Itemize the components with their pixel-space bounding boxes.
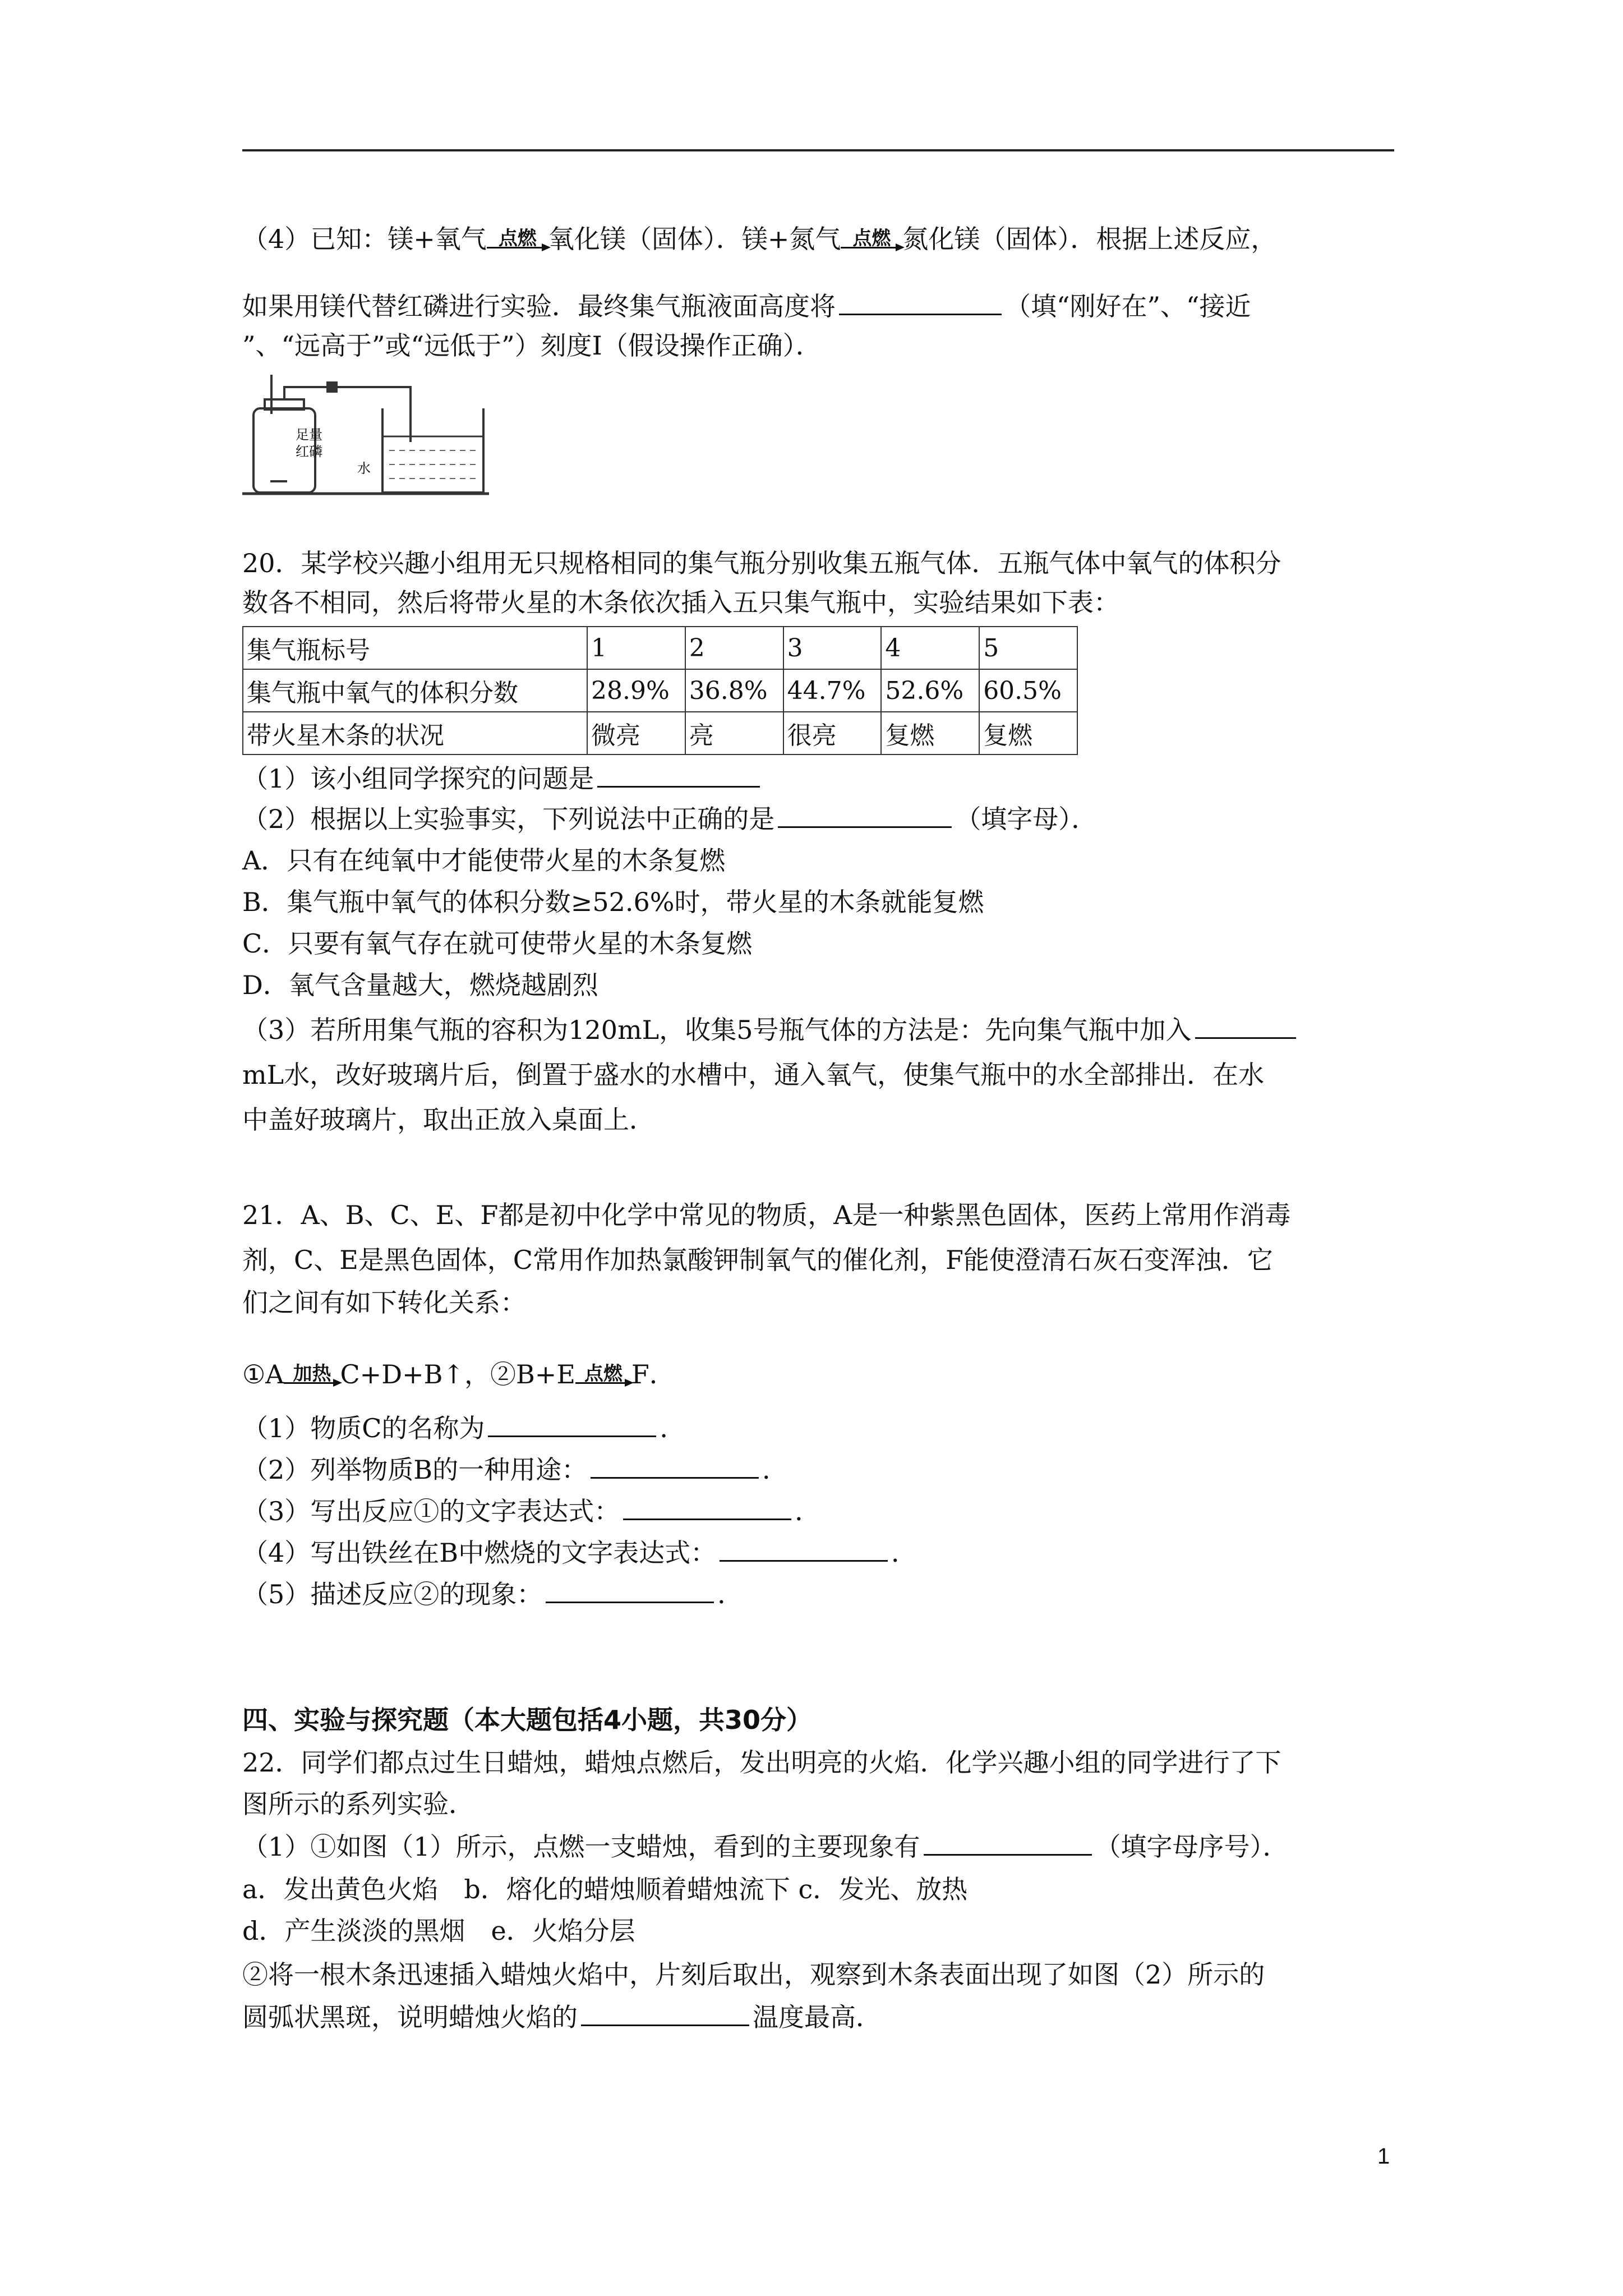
table-cell: 很亮 [783,712,882,754]
results-table [242,626,1078,755]
q21-sub-2: （2）列举物质B的一种用途： ． [242,1455,789,1485]
q22-sub-1: （1）①如图（1）所示，点燃一支蜡烛，看到的主要现象有 （填字母序号）． [242,1832,1289,1862]
q22-sub-2-line-2: 圆弧状黑斑，说明蜡烛火焰的 温度最高． [242,2002,882,2032]
table-cell: 1 [587,627,685,669]
answer-blank[interactable] [597,763,760,788]
reaction-arrow: 加热 [284,1368,340,1388]
q21-sub-5: （5）描述反应②的现象： ． [242,1579,744,1609]
section-heading: 四、实验与探究题（本大题包括4小题，共30分） [242,1705,813,1735]
table-cell: 2 [685,627,783,669]
table-cell: 集气瓶标号 [243,627,587,669]
q22-sub-2-line-1: ②将一根木条迅速插入蜡烛火焰中，片刻后取出，观察到木条表面出现了如图（2）所示的 [242,1959,1265,1990]
q22-options-abc: a．发出黄色火焰 b．熔化的蜡烛顺着蜡烛流下 c．发光、放热 [242,1874,968,1904]
q20-sub-2: （2）根据以上实验事实，下列说法中正确的是 （填字母）． [242,804,1098,834]
table-cell: 5 [979,627,1077,669]
answer-blank[interactable] [778,804,952,828]
answer-blank[interactable] [591,1455,759,1479]
q20-option-c: C．只要有氧气存在就可使带火星的木条复燃 [242,928,753,959]
q21-intro-line-3: 们之间有如下转化关系： [242,1287,526,1318]
q22-intro-line-2: 图所示的系列实验． [242,1789,474,1819]
q22-intro-line-1: 22．同学们都点过生日蜡烛，蜡烛点燃后，发出明亮的火焰．化学兴趣小组的同学进行了下 [242,1747,1281,1778]
table-cell: 28.9% [587,669,685,712]
answer-blank[interactable] [1195,1015,1296,1039]
diagram-label: 红磷 [296,444,322,459]
table-cell: 60.5% [979,669,1077,712]
table-cell: 复燃 [979,712,1077,754]
apparatus-diagram [242,375,489,498]
q20-sub-3-line-1: （3）若所用集气瓶的容积为120mL，收集5号瓶气体的方法是：先向集气瓶中加入 [242,1013,1299,1047]
q19-line-1: （4）已知：镁+氧气 点燃 氧化镁（固体）．镁+氮气 点燃 氮化镁（固体）．根据上述反应， [242,224,1277,254]
table-cell: 52.6% [881,669,979,712]
answer-blank[interactable] [546,1579,714,1603]
reaction-arrow: 点燃 [575,1368,631,1388]
answer-blank[interactable] [924,1832,1092,1856]
table-cell: 微亮 [587,712,685,754]
q20-option-b: B．集气瓶中氧气的体积分数≥52.6%时，带火星的木条就能复燃 [242,887,984,917]
table-cell: 带火星木条的状况 [243,712,587,754]
q22-options-de: d．产生淡淡的黑烟 e．火焰分层 [242,1916,635,1946]
q21-equations: ①A 加热 C+D+B↑，②B+E 点燃 F． [242,1359,675,1389]
reaction-arrow: 点燃 [841,232,902,253]
q20-intro-line-2: 数各不相同，然后将带火星的木条依次插入五只集气瓶中，实验结果如下表： [242,587,1119,618]
table-row [243,669,1077,712]
header-rule [242,149,1394,151]
table-row [243,627,1077,669]
answer-blank[interactable] [839,291,1002,315]
reaction-arrow: 点燃 [487,232,548,253]
q20-intro-line-1: 20．某学校兴趣小组用无只规格相同的集气瓶分别收集五瓶气体．五瓶气体中氧气的体积分 [242,548,1281,578]
table-cell: 44.7% [783,669,882,712]
table-cell: 36.8% [685,669,783,712]
diagram-label: 足量 [296,427,322,443]
q21-sub-3: （3）写出反应①的文字表达式： ． [242,1496,821,1526]
answer-blank[interactable] [720,1538,888,1562]
q21-sub-4: （4）写出铁丝在B中燃烧的文字表达式： ． [242,1538,917,1568]
q21-sub-1: （1）物质C的名称为 ． [242,1413,686,1443]
table-row [243,712,1077,754]
q20-sub-3-line-2: mL水，改好玻璃片后，倒置于盛水的水槽中，通入氧气，使集气瓶中的水全部排出．在水 [242,1060,1265,1090]
q21-intro-line-1: 21．A、B、C、E、F都是初中化学中常见的物质，A是一种紫黑色固体，医药上常用作消毒 [242,1200,1291,1230]
table-cell: 3 [783,627,882,669]
answer-blank[interactable] [623,1496,791,1520]
q20-sub-1: （1）该小组同学探究的问题是 [242,762,763,795]
page-number: 1 [1377,2144,1390,2169]
table-cell: 4 [881,627,979,669]
diagram-label: 水 [357,461,371,476]
table-cell: 复燃 [881,712,979,754]
answer-blank[interactable] [581,2002,749,2026]
q20-sub-3-line-3: 中盖好玻璃片，取出正放入桌面上． [242,1105,655,1135]
q20-option-a: A．只有在纯氧中才能使带火星的木条复燃 [242,845,726,876]
q20-option-d: D．氧气含量越大，燃烧越剧烈 [242,970,598,1000]
q19-line-2: 如果用镁代替红磷进行实验．最终集气瓶液面高度将 （填“刚好在”、“接近 [242,291,1251,321]
table-cell: 亮 [685,712,783,754]
answer-blank[interactable] [488,1413,656,1437]
q21-intro-line-2: 剂，C、E是黑色固体，C常用作加热氯酸钾制氧气的催化剂，F能使澄清石灰石变浑浊．它 [242,1245,1273,1275]
q19-line-3: ”、“远高于”或“远低于”）刻度Ⅰ（假设操作正确）． [242,330,822,361]
table-cell: 集气瓶中氧气的体积分数 [243,669,587,712]
